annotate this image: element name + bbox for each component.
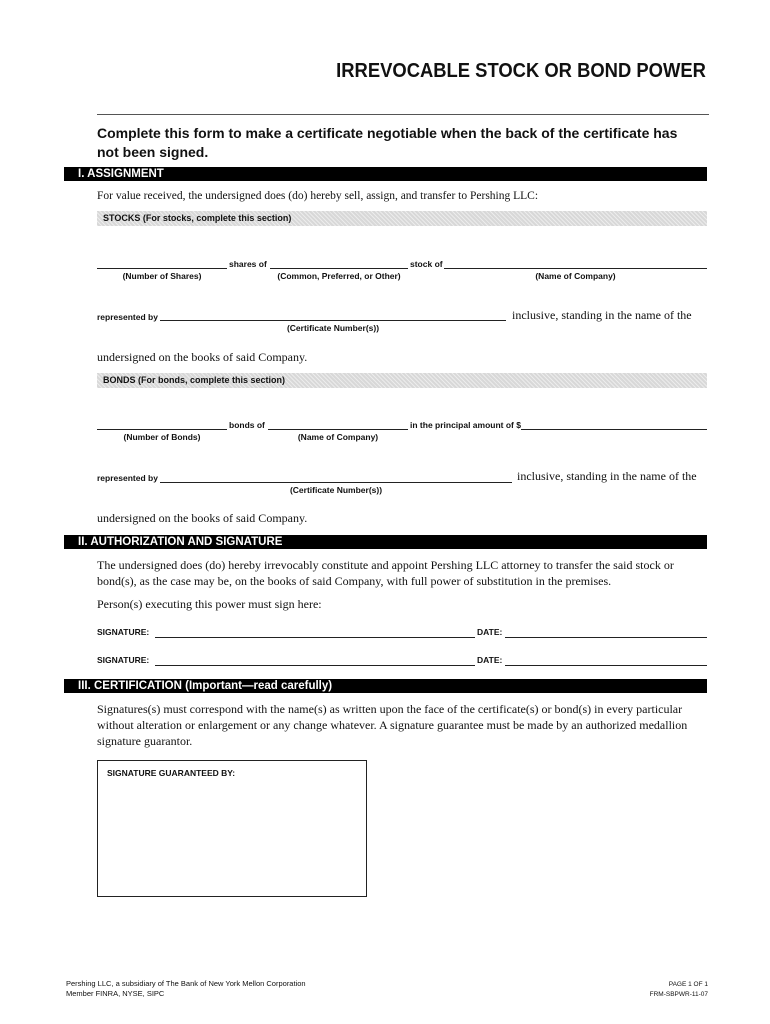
number-of-bonds-caption: (Number of Bonds) [123, 432, 201, 442]
signature-guarantee-box[interactable] [97, 760, 367, 897]
assignment-intro: For value received, the undersigned does (do) hereby sell, assign, and transfer to Pershing LLC: [97, 190, 539, 202]
title-divider [97, 114, 709, 115]
number-of-bonds-field[interactable] [97, 429, 227, 430]
bonds-section-header: BONDS (For bonds, complete this section) [97, 373, 707, 388]
shares-of-label: shares of [229, 259, 267, 269]
bond-company-caption: (Name of Company) [297, 432, 379, 442]
bonds-of-label: bonds of [229, 420, 265, 430]
stock-certificate-caption: (Certificate Number(s)) [286, 323, 380, 333]
certification-text: Signatures(s) must correspond with the name(s) as written upon the face of the certificate(s) or bond(s) in every particular without alteration or enlargement or any change whatever. A signature guarantee must be made by an authorized medallion signature guarantor. [97, 702, 688, 748]
date-1-label: DATE: [477, 627, 503, 637]
bond-certificate-caption: (Certificate Number(s)) [289, 485, 383, 495]
signature-2-field[interactable] [155, 665, 475, 666]
stocks-represented-by-label: represented by [97, 312, 158, 322]
stocks-inclusive-text: inclusive, standing in the name of the [512, 308, 692, 322]
bonds-represented-by-label: represented by [97, 473, 158, 483]
footer-company-line: Pershing LLC, a subsidiary of The Bank of New York Mellon Corporation [66, 979, 306, 988]
footer-member-line: Member FINRA, NYSE, SIPC [66, 989, 165, 998]
section-assignment-header: I. ASSIGNMENT [64, 167, 707, 181]
form-instructions: Complete this form to make a certificate negotiable when the back of the certificate has not been signed. [97, 125, 678, 160]
page-number: PAGE 1 OF 1 [668, 981, 708, 988]
number-of-shares-caption: (Number of Shares) [122, 271, 202, 281]
principal-amount-label: in the principal amount of $ [410, 420, 521, 430]
signature-1-label: SIGNATURE: [97, 627, 150, 637]
bond-company-name-field[interactable] [268, 429, 408, 430]
signature-2-label: SIGNATURE: [97, 655, 150, 665]
date-2-label: DATE: [477, 655, 503, 665]
stock-of-label: stock of [410, 259, 443, 269]
bonds-undersigned-text: undersigned on the books of said Company. [97, 511, 308, 525]
stock-company-caption: (Name of Company) [535, 271, 616, 281]
page-title: IRREVOCABLE STOCK OR BOND POWER [336, 60, 706, 82]
authorization-text: The undersigned does (do) hereby irrevocably constitute and appoint Pershing LLC attorney to transfer the said stock or bond(s), as the case may be, on the books of said Company, with full power of substitution in the premises. [97, 558, 674, 588]
stock-type-caption: (Common, Preferred, or Other) [277, 271, 401, 281]
stock-type-field[interactable] [270, 268, 408, 269]
date-1-field[interactable] [505, 637, 707, 638]
signature-guaranteed-label: SIGNATURE GUARANTEED BY: [107, 768, 236, 778]
bond-certificate-numbers-field[interactable] [160, 482, 512, 483]
date-2-field[interactable] [505, 665, 707, 666]
form-id: FRM-SBPWR-11-07 [649, 991, 708, 998]
persons-executing-text: Person(s) executing this power must sign here: [97, 597, 322, 611]
signature-1-field[interactable] [155, 637, 475, 638]
bonds-inclusive-text: inclusive, standing in the name of the [517, 469, 697, 483]
stocks-section-header: STOCKS (For stocks, complete this section) [97, 211, 707, 226]
section-authorization-header: II. AUTHORIZATION AND SIGNATURE [64, 535, 707, 549]
section-certification-header: III. CERTIFICATION (Important—read carefully) [64, 679, 707, 693]
stocks-undersigned-text: undersigned on the books of said Company. [97, 350, 308, 364]
number-of-shares-field[interactable] [97, 268, 227, 269]
stock-certificate-numbers-field[interactable] [160, 320, 506, 321]
principal-amount-field[interactable] [521, 429, 707, 430]
stock-company-name-field[interactable] [444, 268, 707, 269]
